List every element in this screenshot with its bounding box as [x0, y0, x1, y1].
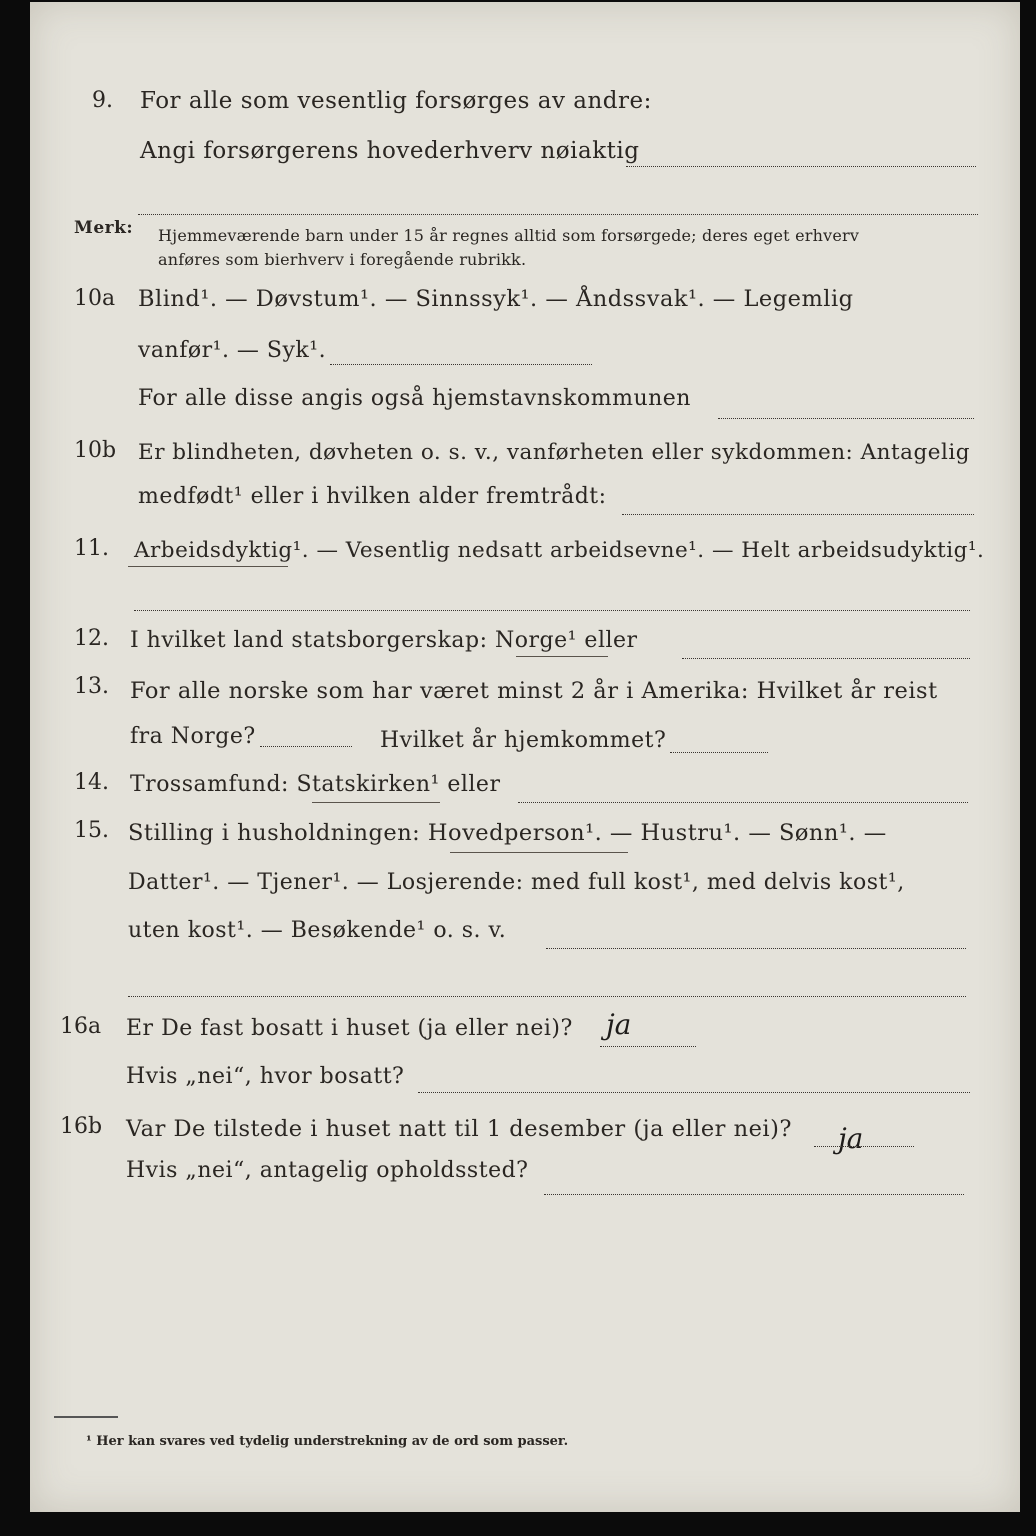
q10a-hjemstavn-line[interactable] — [718, 418, 974, 419]
q11-underline-arbeidsdyktig — [128, 566, 288, 567]
q13-line1: For alle norske som har været minst 2 år i Amerika: Hvilket år reist — [130, 678, 938, 704]
q16a-answer[interactable]: ja — [606, 1008, 632, 1041]
q16a-number: 16a — [60, 1014, 102, 1039]
q9-answer-line-2[interactable] — [138, 214, 978, 215]
q15-line1: Stilling i husholdningen: Hovedperson¹. — Hustru¹. — Sønn¹. — — [128, 820, 887, 846]
q15-underline-hovedperson — [450, 852, 628, 853]
q10a-line2: vanfør¹. — Syk¹. — [138, 338, 327, 363]
q12-answer-line[interactable] — [682, 658, 970, 659]
q10b-line2: medfødt¹ eller i hvilken alder fremtrådt: — [138, 484, 607, 509]
q10a-line3: For alle disse angis også hjemstavnskommunen — [138, 386, 691, 411]
q15-answer-line[interactable] — [546, 948, 966, 949]
q10b-line1: Er blindheten, døvheten o. s. v., vanførheten eller sykdommen: Antagelig — [138, 440, 970, 465]
q16b-number: 16b — [60, 1114, 103, 1139]
q16a-line1: Er De fast bosatt i huset (ja eller nei)? — [126, 1016, 573, 1041]
q10b-answer-line[interactable] — [622, 514, 974, 515]
q16a-answer-line[interactable] — [600, 1046, 696, 1047]
q13-hjemkommet-line[interactable] — [670, 752, 768, 753]
q16a-bosatt-line[interactable] — [418, 1092, 970, 1093]
q10a-answer-line[interactable] — [330, 364, 592, 365]
q13-reist-line[interactable] — [260, 746, 352, 747]
q14-underline-statskirken — [312, 802, 440, 803]
q15-line2: Datter¹. — Tjener¹. — Losjerende: med full kost¹, med delvis kost¹, — [128, 870, 905, 895]
q13-line2a: fra Norge? — [130, 724, 256, 749]
q12-line1: I hvilket land statsborgerskap: Norge¹ eller — [130, 628, 638, 653]
q10a-line1: Blind¹. — Døvstum¹. — Sinnssyk¹. — Åndssvak¹. — Legemlig — [138, 286, 854, 312]
q16b-opholdssted-line[interactable] — [544, 1194, 964, 1195]
q14-line1: Trossamfund: Statskirken¹ eller — [130, 772, 501, 797]
q15-answer-line-2[interactable] — [128, 996, 966, 997]
q13-number: 13. — [74, 674, 109, 699]
q15-line3: uten kost¹. — Besøkende¹ o. s. v. — [128, 918, 507, 943]
q9-line1: For alle som vesentlig forsørges av andre: — [140, 88, 652, 114]
q9-answer-line[interactable] — [626, 166, 976, 167]
q16b-answer[interactable]: ja — [838, 1122, 864, 1155]
merk-line2: anføres som bierhverv i foregående rubrikk. — [158, 250, 527, 269]
q11-number: 11. — [74, 536, 109, 561]
census-form-page — [30, 2, 1020, 1512]
q12-underline-norge — [516, 656, 608, 657]
merk-line1: Hjemmeværende barn under 15 år regnes alltid som forsørgede; deres eget erhverv — [158, 226, 860, 245]
q16b-answer-line[interactable] — [814, 1146, 914, 1147]
footnote-rule — [54, 1416, 118, 1418]
q12-number: 12. — [74, 626, 109, 651]
merk-label: Merk: — [74, 218, 134, 238]
q14-answer-line[interactable] — [518, 802, 968, 803]
q14-number: 14. — [74, 770, 109, 795]
q9-number: 9. — [92, 88, 113, 113]
q16b-line1: Var De tilstede i huset natt til 1 desember (ja eller nei)? — [126, 1116, 792, 1142]
q11-line1: Arbeidsdyktig¹. — Vesentlig nedsatt arbeidsevne¹. — Helt arbeidsudyktig¹. — [134, 538, 985, 563]
q15-number: 15. — [74, 818, 109, 843]
footnote: ¹ Her kan svares ved tydelig understrekning av de ord som passer. — [86, 1434, 569, 1449]
q13-line2b: Hvilket år hjemkommet? — [380, 728, 667, 753]
q11-answer-line[interactable] — [134, 610, 970, 611]
q9-line2: Angi forsørgerens hovederhverv nøiaktig — [140, 138, 640, 164]
q16a-line2: Hvis „nei“, hvor bosatt? — [126, 1064, 405, 1089]
q10a-number: 10a — [74, 286, 116, 311]
q10b-number: 10b — [74, 438, 117, 463]
q16b-line2: Hvis „nei“, antagelig opholdssted? — [126, 1158, 529, 1183]
